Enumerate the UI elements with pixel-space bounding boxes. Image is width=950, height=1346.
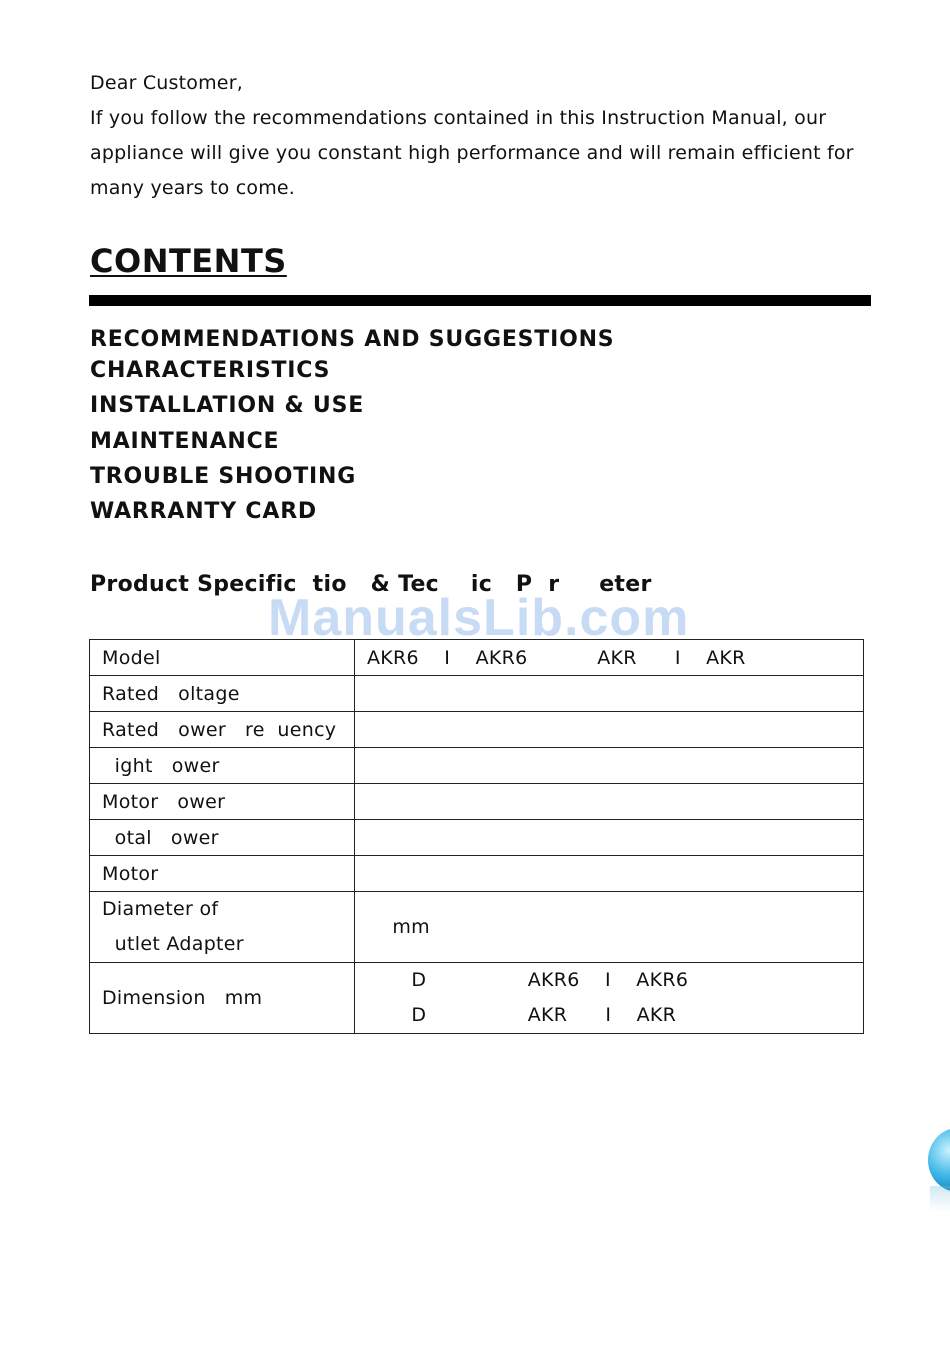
spec-value — [355, 712, 864, 748]
table-row — [90, 892, 864, 963]
table-row — [90, 640, 864, 676]
spec-label: Rated oltage — [90, 676, 355, 712]
spec-value — [355, 963, 864, 1034]
spec-label: Motor — [90, 856, 355, 892]
spec-label: otal ower — [90, 820, 355, 856]
contents-item-recommendations: RECOMMENDATIONS AND SUGGESTIONS — [90, 327, 615, 352]
spec-label: Motor ower — [90, 784, 355, 820]
intro-text — [90, 66, 880, 206]
spec-label: ight ower — [90, 748, 355, 784]
contents-item-installation: INSTALLATION & USE — [90, 393, 365, 418]
contents-item-trouble-shooting: TROUBLE SHOOTING — [90, 464, 357, 489]
contents-heading: CONTENTS — [90, 242, 287, 280]
decorative-bubble-reflection — [930, 1186, 950, 1212]
spec-label — [90, 892, 355, 963]
spec-label-line: Diameter of — [102, 898, 219, 920]
spec-value — [355, 856, 864, 892]
table-row — [90, 712, 864, 748]
spec-value — [355, 820, 864, 856]
contents-item-maintenance: MAINTENANCE — [90, 429, 280, 454]
table-row — [90, 963, 864, 1034]
spec-value-line: D AKR I AKR — [367, 1004, 677, 1026]
spec-label: Dimension mm — [90, 963, 355, 1034]
table-row — [90, 676, 864, 712]
table-row — [90, 784, 864, 820]
table-row — [90, 748, 864, 784]
intro-paragraph: If you follow the recommendations contained in this Instruction Manual, our appliance will give you constant high performance and will remain efficient for many years to come. — [90, 107, 854, 199]
spec-value: mm — [355, 892, 864, 963]
greeting: Dear Customer, — [90, 72, 243, 94]
spec-value — [355, 784, 864, 820]
spec-label: Model — [90, 640, 355, 676]
heading-divider — [89, 295, 871, 306]
spec-heading: Product Specific tio & Tec ic P r eter — [90, 572, 652, 597]
watermark: ManualsLib.com — [268, 589, 690, 647]
table-row — [90, 856, 864, 892]
spec-table — [89, 639, 864, 1034]
contents-item-characteristics: CHARACTERISTICS — [90, 358, 331, 383]
spec-value-line: D AKR6 I AKR6 — [367, 969, 689, 991]
spec-value — [355, 676, 864, 712]
table-row — [90, 820, 864, 856]
spec-value: AKR6 I AKR6 AKR I AKR — [355, 640, 864, 676]
spec-label-line: utlet Adapter — [102, 933, 244, 955]
decorative-bubble — [928, 1128, 950, 1192]
spec-label: Rated ower re uency — [90, 712, 355, 748]
contents-item-warranty-card: WARRANTY CARD — [90, 499, 317, 524]
spec-value — [355, 748, 864, 784]
